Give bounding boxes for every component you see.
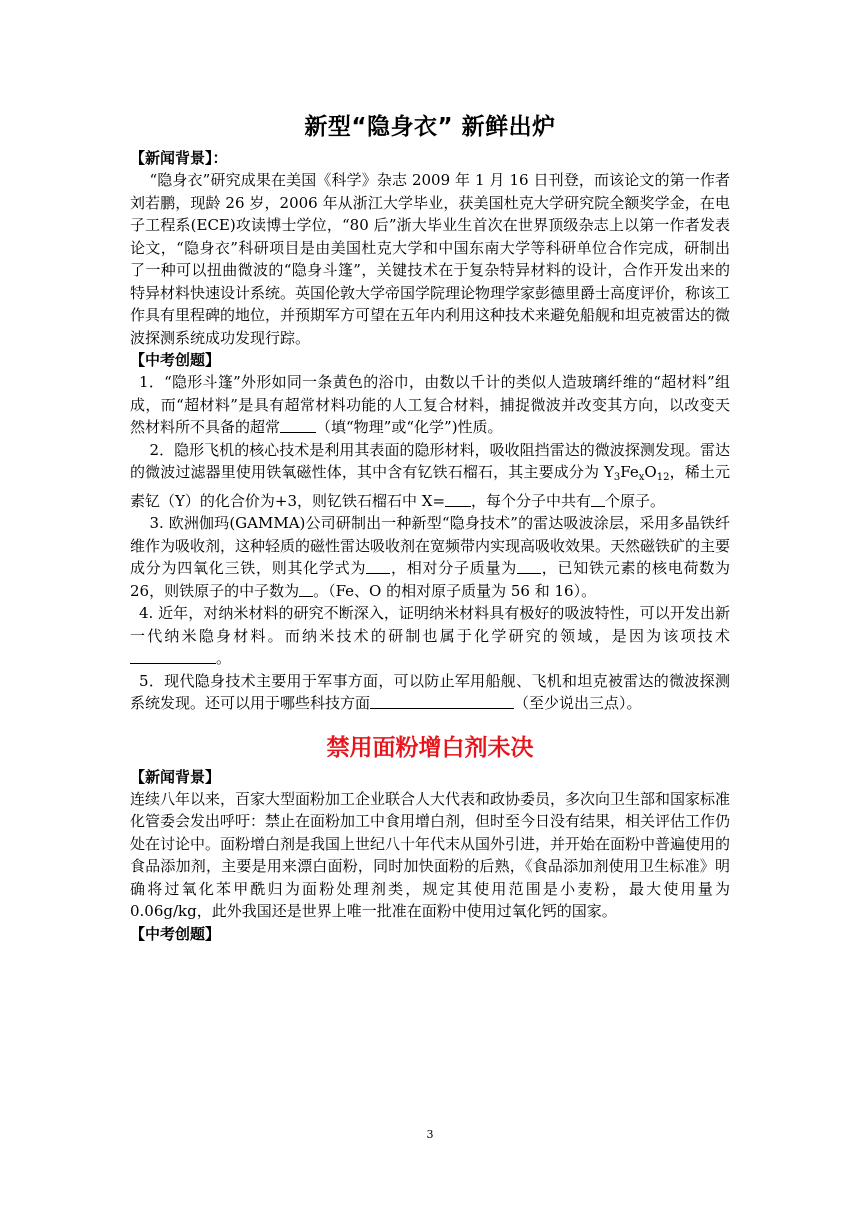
answer-blank[interactable] bbox=[366, 558, 390, 574]
page-content bbox=[130, 108, 730, 945]
page-number: 3 bbox=[426, 1128, 434, 1141]
article1-title: 新型“隐身衣” 新鲜出炉 bbox=[304, 114, 556, 140]
question-4-text-a: 4. 近年，对纳米材料的研究不断深入，证明纳米材料具有极好的吸波特性，可以开发出新一代纳米隐身材料。而纳米技术的研制也属于化学研究的领域，是因为该项技术 bbox=[130, 604, 730, 645]
article2-background-heading: 【新闻背景】 bbox=[130, 767, 221, 786]
question-1-text-b: （填“物理”或“化学”)性质。 bbox=[316, 418, 503, 436]
formula-subscript: x bbox=[638, 472, 645, 483]
question-2-text-b: ，稀土元素钇（Y）的化合价为+3，则钇铁石榴石中 X= bbox=[130, 463, 730, 510]
question-5-text-b: （至少说出三点）。 bbox=[514, 694, 642, 712]
article2-question-heading: 【中考创题】 bbox=[130, 924, 221, 943]
question-3-text-d: 。（Fe、O 的相对原子质量为 56 和 16）。 bbox=[313, 581, 597, 600]
question-4-text-b: 。 bbox=[216, 649, 232, 667]
formula-subscript: 12 bbox=[656, 472, 670, 483]
answer-blank[interactable] bbox=[370, 693, 514, 709]
question-2 bbox=[130, 439, 730, 513]
article2-title: 禁用面粉增白剂未决 bbox=[326, 734, 534, 761]
answer-blank[interactable] bbox=[299, 581, 313, 597]
question-3-text-b: ，相对分子质量为 bbox=[390, 559, 517, 577]
answer-blank[interactable] bbox=[280, 417, 316, 433]
answer-blank[interactable] bbox=[591, 491, 605, 507]
answer-blank[interactable] bbox=[445, 491, 471, 507]
question-1-text-a: 1．“隐形斗篷”外形如同一条黄色的浴巾，由数以千计的类似人造玻璃纤维的“超材料”组成，而“超材料”是具有超常材料功能的人工复合材料，捕捉微波并改变其方向，以改变天然材料所不具备的超常 bbox=[130, 373, 730, 436]
question-2-text-a: 2．隐形飞机的核心技术是利用其表面的隐形材料，吸收阻挡雷达的微波探测发现。雷达的微波过滤器里使用铁氧磁性体，其中含有钇铁石榴石，其主要成分为 Y bbox=[130, 440, 730, 481]
question-3-text-a: 3. 欧洲伽玛(GAMMA)公司研制出一种新型“隐身技术”的雷达吸波涂层，采用多晶铁纤维作为吸收剂，这种轻质的磁性雷达吸收剂在宽频带内实现高吸收效果。天然磁铁矿的主要成分为四氧化三铁，则其化学式为 bbox=[130, 514, 731, 577]
answer-blank[interactable] bbox=[130, 648, 216, 664]
question-5 bbox=[130, 670, 730, 715]
formula-element: Fe bbox=[620, 463, 639, 481]
question-2-text-c: ，每个分子中共有 bbox=[471, 491, 592, 510]
question-2-text-d: 个原子。 bbox=[605, 491, 666, 510]
question-3 bbox=[130, 512, 730, 602]
formula-subscript: 3 bbox=[613, 472, 621, 483]
question-5-text-a: 5．现代隐身技术主要用于军事方面，可以防止军用船舰、飞机和坦克被雷达的微波探测系统发现。还可以用于哪些科技方面 bbox=[130, 671, 730, 712]
question-3-text-c: ，已知铁元素的核电荷数为 26，则铁原子的中子数为 bbox=[130, 559, 730, 600]
formula-element: O bbox=[644, 463, 657, 481]
article1-question-heading: 【中考创题】 bbox=[130, 351, 221, 369]
question-1 bbox=[130, 371, 730, 439]
answer-blank[interactable] bbox=[517, 558, 541, 574]
article1-background-heading: 【新闻背景】： bbox=[130, 149, 228, 167]
article2-background-text: 连续八年以来，百家大型面粉加工企业联合人大代表和政协委员，多次向卫生部和国家标准化管委会发出呼吁：禁止在面粉加工中食用增白剂，但时至今日没有结果，相关评估工作仍处在讨论中。面粉增白剂是我国上世纪八十年代末从国外引进，并开始在面粉中普遍使用的食品添加剂，主要是用来漂白面粉，同时加快面粉的后熟，《食品添加剂使用卫生标准》明确将过氧化苯甲酰归为面粉处理剂类，规定其使用范围是小麦粉，最大使用量为 0.06g/kg，此外我国还是世界上唯一批准在面粉中使用过氧化钙的国家。 bbox=[130, 789, 731, 920]
question-4 bbox=[130, 602, 730, 670]
article1-background-text: “隐身衣”研究成果在美国《科学》杂志 2009 年 1 月 16 日刊登，而该论文的第一作者刘若鹏，现龄 26 岁，2006 年从浙江大学毕业，获美国杜克大学研究院全额奖学金，在电子工程系(ECE)攻读博士学位，“80 后”浙大毕业生首次在世界顶级杂志上以第一作者发表论文，“隐身衣”科研项目是由美国杜克大学和中国东南大学等科研单位合作完成，研制出了一种可以扭曲微波的“隐身斗篷”，关键技术在于复杂特异材料的设计，合作开发出来的特异材料快速设计系统。英国伦敦大学帝国学院理论物理学家彭德里爵士高度评价，称该工作具有里程碑的地位，并预期军方可望在五年内利用这种技术来避免船舰和坦克被雷达的微波探测系统成功发现行踪。 bbox=[130, 171, 731, 347]
